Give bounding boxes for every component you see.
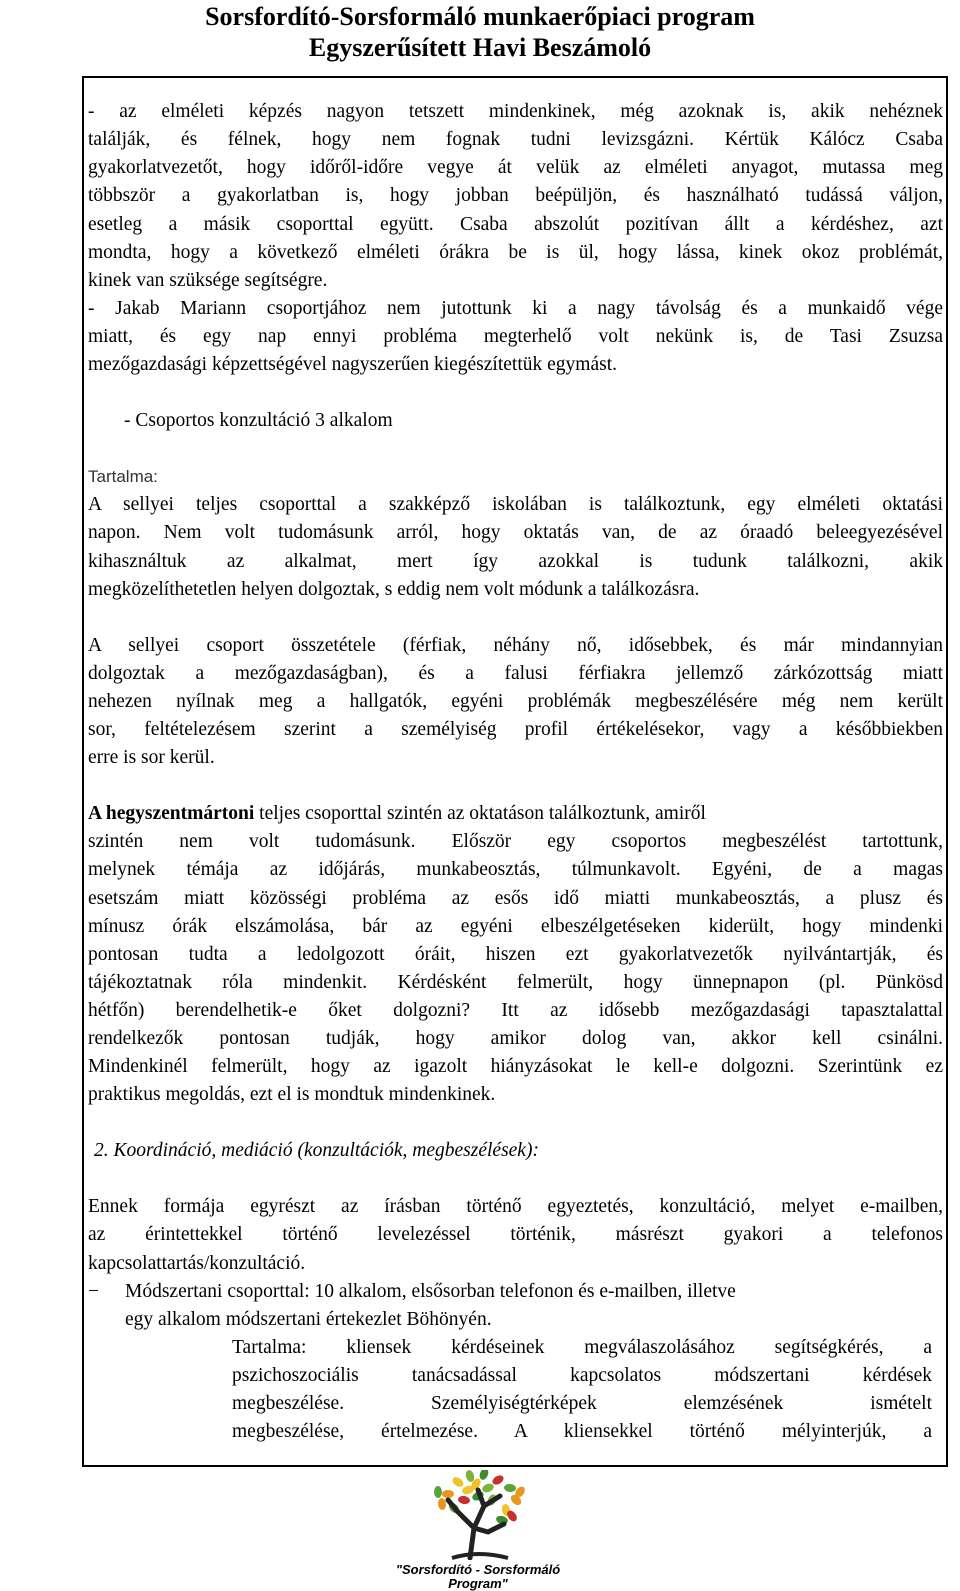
consult-heading: - Csoportos konzultáció 3 alkalom bbox=[124, 410, 393, 431]
text-line: Mindenkinél felmerült, hogy az igazolt hiányzásokat le kell-e dolgozni. Szerintünk ez bbox=[88, 1056, 943, 1077]
text-line: erre is sor kerül. bbox=[88, 747, 215, 768]
text-line: nehezen nyílnak meg a hallgatók, egyéni problémák megbeszélésére még nem került bbox=[88, 691, 943, 712]
text-line: mondta, hogy a következő elméleti órákra be is ül, hogy lássa, kinek okoz problémát, bbox=[88, 242, 943, 263]
bullet-line: egy alkalom módszertani értekezlet Böhönyén. bbox=[125, 1309, 492, 1330]
tartalma-label: Tartalma: bbox=[88, 467, 158, 486]
leaf-shape bbox=[491, 1473, 505, 1486]
text-line: hétfőn) berendelhetik-e őket dolgozni? Itt az idősebb mezőgazdasági tapasztalattal bbox=[88, 1000, 943, 1021]
text-line: sor, feltételezésem szerint a személyiség profil értékelésekor, vagy a későbbiekben bbox=[88, 719, 943, 740]
text-line: Ennek formája egyrészt az írásban történő egyeztetés, konzultáció, melyet e-mailben, bbox=[88, 1196, 943, 1217]
text-line: mezőgazdasági képzettségével nagyszerűen kiegészítettük egymást. bbox=[88, 354, 617, 375]
text-line: esetszám miatt közösségi probléma az esős idő miatti munkabeosztás, a plusz és bbox=[88, 888, 943, 909]
text-line: pszichoszociális tanácsadással kapcsolatos módszertani kérdések bbox=[232, 1365, 932, 1386]
text-line: megbeszélése, értelmezése. A kliensekkel történő mélyinterjúk, a bbox=[232, 1421, 932, 1442]
text-line: melynek témája az időjárás, munkabeosztás, túlmunkavolt. Egyéni, de a magas bbox=[88, 859, 943, 880]
text-line: Tartalma: kliensek kérdéseinek megválaszolásához segítségkérés, a bbox=[232, 1337, 932, 1358]
tree-logo-icon bbox=[388, 1470, 568, 1560]
text-line: - az elméleti képzés nagyon tetszett mindenkinek, még azoknak is, akik nehéznek bbox=[88, 101, 943, 122]
text-line: A sellyei teljes csoporttal a szakképző iskolában is találkoztunk, egy elméleti oktatási bbox=[88, 494, 943, 515]
place-name-bold: A hegyszentmártoni bbox=[88, 803, 255, 824]
text-line bbox=[88, 803, 943, 825]
leaf-shape bbox=[434, 1486, 442, 1498]
text-line: esetleg a másik csoporttal együtt. Csaba abszolút pozitívan állt a kérdéshez, azt bbox=[88, 214, 943, 235]
dash-bullet: − bbox=[88, 1281, 99, 1302]
text-span: teljes csoporttal szintén az oktatáson találkoztunk, amiről bbox=[254, 803, 706, 824]
leaf-shape bbox=[457, 1495, 470, 1505]
text-line: praktikus megoldás, ezt el is mondtuk mindenkinek. bbox=[88, 1084, 496, 1105]
text-line: tájékoztatnak róla mindenkit. Kérdésként felmerült, hogy ünnepnapon (pl. Pünkösd bbox=[88, 972, 943, 993]
document-subtitle: Egyszerűsített Havi Beszámoló bbox=[308, 33, 652, 62]
text-line: megbeszélése. Személyiségtérképek elemzésének ismételt bbox=[232, 1393, 932, 1414]
text-line: kapcsolattartás/konzultáció. bbox=[88, 1253, 306, 1274]
leaf-shape bbox=[478, 1470, 490, 1481]
section-2-heading: 2. Koordináció, mediáció (konzultációk, megbeszélések): bbox=[94, 1140, 539, 1161]
document-title: Sorsfordító-Sorsformáló munkaerőpiaci program bbox=[205, 2, 755, 31]
leaf-shape bbox=[504, 1483, 517, 1492]
bullet-line: Módszertani csoporttal: 10 alkalom, elsősorban telefonon és e-mailben, illetve bbox=[125, 1281, 736, 1302]
text-line: többször a gyakorlatban is, hogy jobban beépüljön, és használható tudássá váljon, bbox=[88, 185, 943, 206]
text-line: mínusz órák elszámolása, bár az egyéni elbeszélgetéseken kiderült, hogy mindenki bbox=[88, 916, 943, 937]
text-line: - Jakab Mariann csoportjához nem jutottunk ki a nagy távolság és a munkaidő vége bbox=[88, 298, 943, 319]
leaf-shape bbox=[451, 1475, 465, 1489]
program-logo bbox=[388, 1470, 568, 1591]
text-line: az érintettekkel történő levelezéssel történik, másrészt gyakori a telefonos bbox=[88, 1224, 943, 1245]
text-line: kihasználtuk az alkalmat, mert így azokkal is tudunk találkozni, akik bbox=[88, 551, 943, 572]
text-line: A sellyei csoport összetétele (férfiak, néhány nő, idősebbek, és már mindannyian bbox=[88, 635, 943, 656]
text-line: rendelkezők pontosan tudják, hogy amikor dolog van, akkor kell csinálni. bbox=[88, 1028, 943, 1049]
text-line: megközelíthetetlen helyen dolgoztak, s eddig nem volt módunk a találkozásra. bbox=[88, 579, 700, 600]
text-line: pontosan tudta a ledolgozott óráit, hiszen ezt gyakorlatvezetők nyilvántartják, és bbox=[88, 944, 943, 965]
logo-caption-line2: Program" bbox=[448, 1576, 508, 1591]
text-line: gyakorlatvezetőt, hogy időről-időre vegye át velük az elméleti anyagot, mutassa meg bbox=[88, 157, 943, 178]
text-line: dolgoztak a mezőgazdaságban), és a falusi férfiakra jellemző zárkózottság miatt bbox=[88, 663, 943, 684]
text-line: kinek van szüksége segítségre. bbox=[88, 270, 328, 291]
text-line: találják, és félnek, hogy nem fognak tudni levizsgázni. Kértük Kálócz Csaba bbox=[88, 129, 943, 150]
text-line: miatt, és egy nap ennyi probléma megterhelő volt nekünk is, de Tasi Zsuzsa bbox=[88, 326, 943, 347]
leaf-shape bbox=[437, 1498, 446, 1511]
leaf-shape bbox=[442, 1490, 454, 1498]
logo-caption-line1: "Sorsfordító - Sorsformáló bbox=[395, 1562, 561, 1577]
text-line: szintén nem volt tudomásunk. Először egy csoportos megbeszélést tartottunk, bbox=[88, 831, 943, 852]
leaf-shape bbox=[481, 1482, 495, 1494]
text-line: napon. Nem volt tudomásunk arról, hogy oktatás van, de az óraadó beleegyezésével bbox=[88, 522, 943, 543]
